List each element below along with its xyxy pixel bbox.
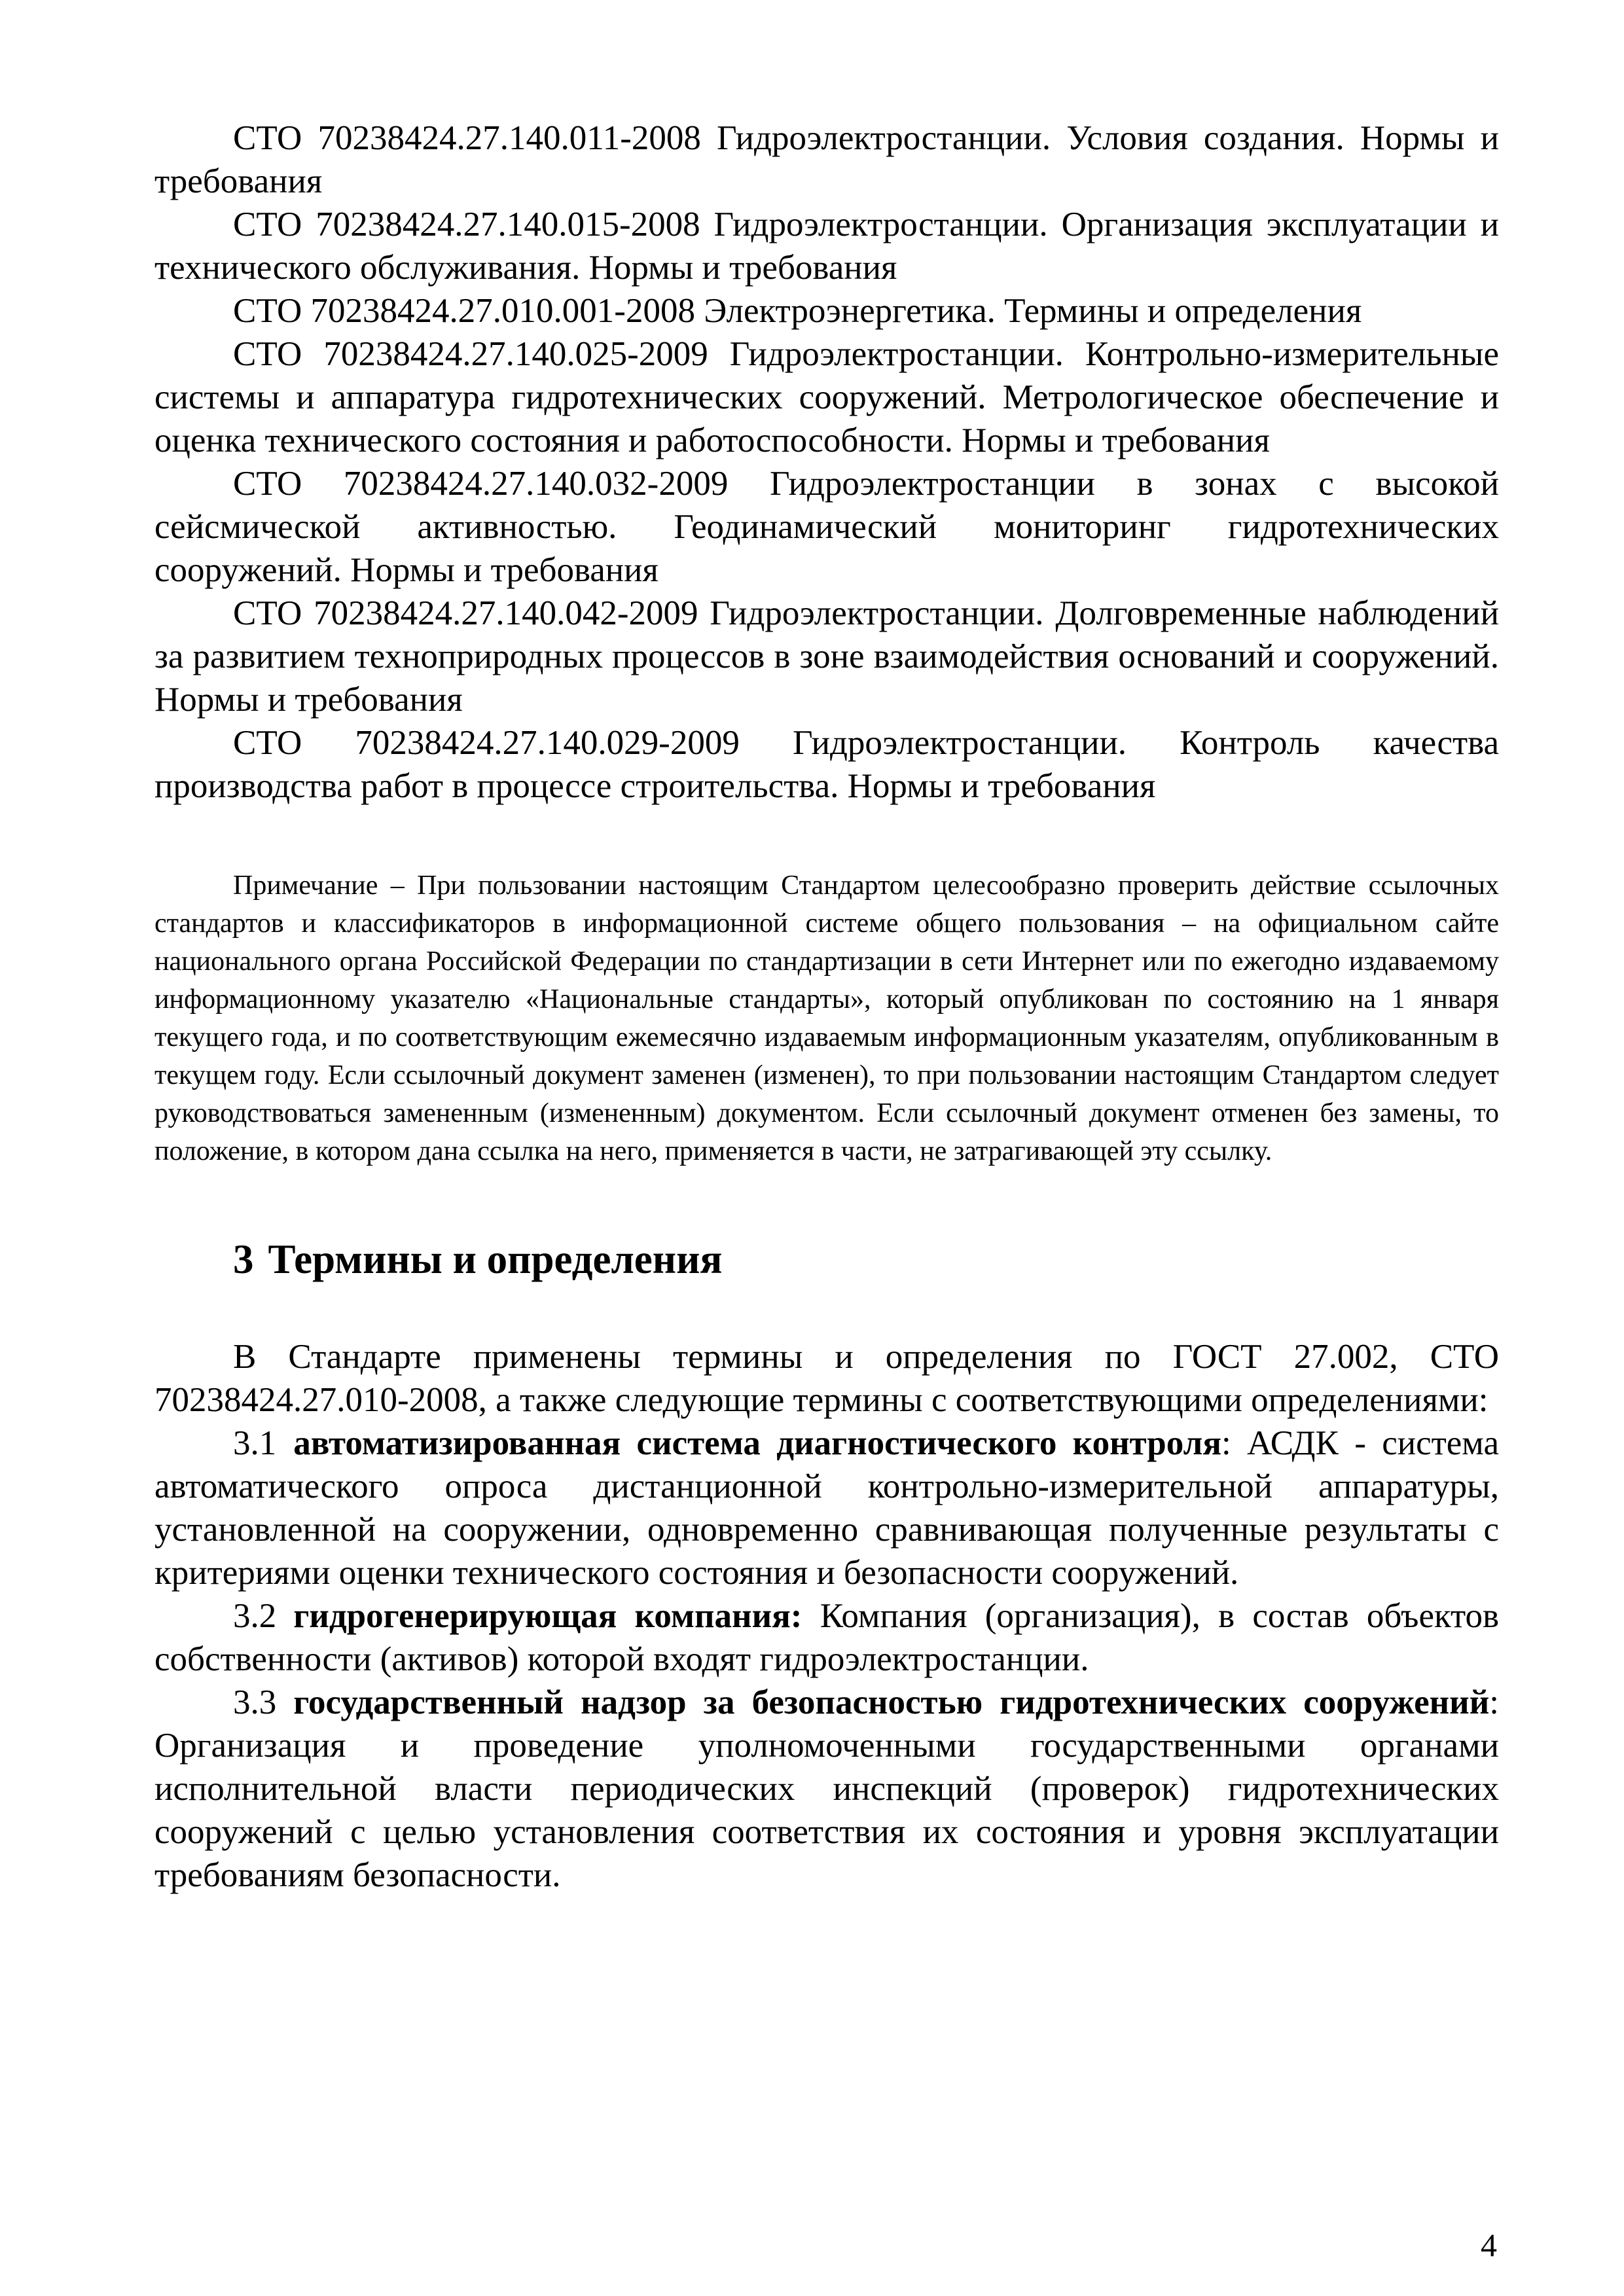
term-number: 3.3 <box>233 1683 277 1721</box>
term-separator: : <box>1221 1424 1231 1462</box>
reference-title: Гидроэлектростанции. Организация эксплуатации и технического обслуживания. Нормы и требования <box>154 206 1499 287</box>
reference-item <box>154 289 1499 332</box>
reference-code: СТО 70238424.27.140.042-2009 <box>233 594 698 632</box>
reference-title: Электроэнергетика. Термины и определения <box>704 292 1362 330</box>
reference-title: Гидроэлектростанции. Контроль качества производства работ в процессе строительства. Нормы и требования <box>154 724 1499 805</box>
reference-item <box>154 462 1499 592</box>
reference-item <box>154 332 1499 462</box>
note-paragraph: Примечание – При пользовании настоящим Стандартом целесообразно проверить действие ссылочных стандартов и классификаторов в информационной системе общего пользования – на официальном сайте национального органа Российской Федерации по стандартизации в сети Интернет или по ежегодно издаваемому информационному указателю «Национальные стандарты», который опубликован по состоянию на 1 января текущего года, и по соответствующим ежемесячно издаваемым информационным указателям, опубликованным в текущем году. Если ссылочный документ заменен (изменен), то при пользовании настоящим Стандартом следует руководствоваться замененным (измененным) документом. Если ссылочный документ отменен без замены, то положение, в котором дана ссылка на него, применяется в части, не затрагивающей эту ссылку. <box>154 870 1499 1166</box>
term-definition <box>154 1681 1499 1897</box>
reference-code: СТО 70238424.27.140.029-2009 <box>233 724 740 762</box>
section-title: Термины и определения <box>268 1236 723 1282</box>
page-number: 4 <box>1481 2227 1497 2263</box>
term-text: Компания (организация), в состав объектов собственности (активов) которой входят гидроэлектростанции. <box>154 1597 1500 1678</box>
term-name: гидрогенерирующая компания: <box>293 1597 803 1635</box>
reference-title: Гидроэлектростанции в зонах с высокой сейсмической активностью. Геодинамический мониторинг гидротехнических сооружений. Нормы и требования <box>154 465 1500 589</box>
section-heading <box>154 1233 1499 1285</box>
reference-code: СТО 70238424.27.140.015-2008 <box>233 206 700 243</box>
reference-item <box>154 721 1499 808</box>
term-name: автоматизированная система диагностического контроля <box>293 1424 1221 1462</box>
reference-item <box>154 592 1499 721</box>
term-number: 3.1 <box>233 1424 277 1462</box>
reference-item <box>154 203 1499 289</box>
term-definition <box>154 1422 1499 1594</box>
reference-title: Гидроэлектростанции. Условия создания. Нормы и требования <box>154 119 1499 200</box>
reference-code: СТО 70238424.27.140.025-2009 <box>233 335 708 373</box>
term-name: государственный надзор за безопасностью гидротехнических сооружений <box>293 1683 1490 1721</box>
reference-title: Гидроэлектростанции. Контрольно-измерительные системы и аппаратура гидротехнических сооружений. Метрологическое обеспечение и оценка технического состояния и работоспособности. Нормы и требования <box>154 335 1499 459</box>
reference-title: Гидроэлектростанции. Долговременные наблюдений за развитием технoприродных процессов в зоне взаимодействия оснований и сооружений. Нормы и требования <box>154 594 1499 719</box>
reference-item <box>154 117 1499 203</box>
term-number: 3.2 <box>233 1597 277 1635</box>
term-text: АСДК - система автоматического опроса дистанционной контрольно-измерительной аппаратуры, установленной на сооружении, одновременно сравнивающая полученные результаты с критериями оценки технического состояния и безопасности сооружений. <box>154 1424 1499 1592</box>
term-separator: : <box>1489 1683 1499 1721</box>
reference-code: СТО 70238424.27.140.011-2008 <box>233 119 701 157</box>
term-text: Организация и проведение уполномоченными государственными органами исполнительной власти периодических инспекций (проверок) гидротехнических сооружений с целью установления соответствия их состояния и уровня эксплуатации требованиям безопасности. <box>154 1727 1499 1894</box>
term-definition <box>154 1594 1499 1681</box>
section-intro: В Стандарте применены термины и определения по ГОСТ 27.002, СТО 70238424.27.010-2008, а также следующие термины с соответствующими определениями: <box>154 1338 1499 1419</box>
document-page <box>154 117 1499 1897</box>
reference-code: СТО 70238424.27.140.032-2009 <box>233 465 729 503</box>
reference-code: СТО 70238424.27.010.001-2008 <box>233 292 695 330</box>
section-number: 3 <box>233 1236 254 1282</box>
